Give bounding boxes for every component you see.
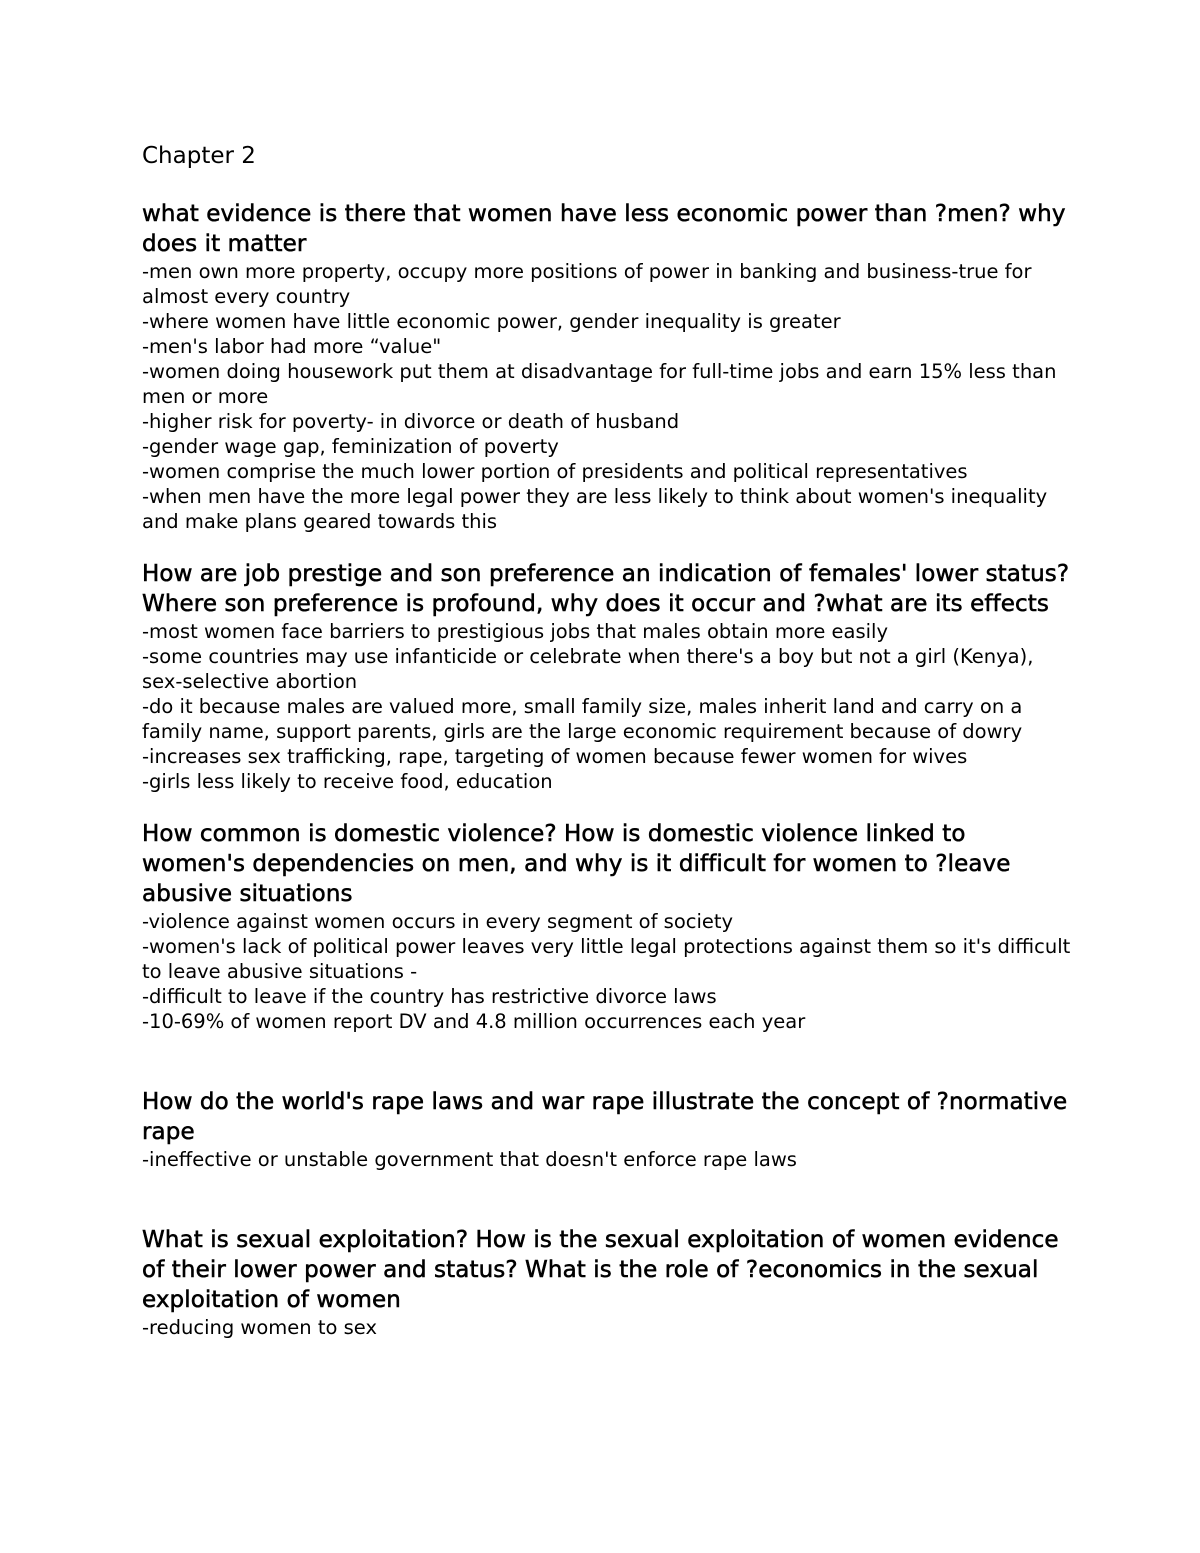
- answer-item: -reducing women to sex: [142, 1316, 377, 1339]
- answer-item: -women's lack of political power leaves very little legal protections against them so it's difficult to leave abusive situations -: [142, 935, 1077, 983]
- answer-item: -violence against women occurs in every segment of society: [142, 910, 734, 933]
- answer-item: -women comprise the much lower portion of presidents and political representatives: [142, 460, 968, 483]
- answer-item: -ineffective or unstable government that doesn't enforce rape laws: [142, 1148, 797, 1171]
- qa-section-son-preference: [142, 559, 1072, 794]
- chapter-title: Chapter 2: [142, 143, 256, 169]
- answer-list: [142, 909, 1077, 1034]
- answer-item: -difficult to leave if the country has restrictive divorce laws: [142, 985, 717, 1008]
- answer-item: -most women face barriers to prestigious jobs that males obtain more easily: [142, 620, 889, 643]
- answer-item: -men's labor had more “value": [142, 335, 442, 358]
- answer-item: -10-69% of women report DV and 4.8 million occurrences each year: [142, 1010, 806, 1033]
- answer-item: -some countries may use infanticide or celebrate when there's a boy but not a girl (Kenya), sex-selective abortion: [142, 645, 1040, 693]
- answer-item: -increases sex trafficking, rape, targeting of women because fewer women for wives: [142, 745, 968, 768]
- answer-item: -men own more property, occupy more positions of power in banking and business-true for almost every country: [142, 260, 1069, 308]
- question-heading: How common is domestic violence? How is domestic violence linked to women's dependencies on men, and why is it difficult for women to ?leave abusive situations: [142, 821, 1011, 907]
- question-heading: How are job prestige and son preference an indication of females' lower status? Where son preference is profound, why does it occur and ?what are its effects: [142, 561, 1070, 617]
- answer-list: [142, 259, 1072, 534]
- answer-item: -do it because males are valued more, small family size, males inherit land and carry on a family name, support parents, girls are the large economic requirement because of dowry: [142, 695, 1029, 743]
- qa-section-domestic-violence: [142, 819, 1077, 1034]
- answer-item: -gender wage gap, feminization of poverty: [142, 435, 559, 458]
- answer-list: [142, 1315, 1072, 1340]
- question-heading: How do the world's rape laws and war rape illustrate the concept of ?normative rape: [142, 1089, 1068, 1145]
- question-heading: What is sexual exploitation? How is the sexual exploitation of women evidence of their lower power and status? What is the role of ?economics in the sexual exploitation of women: [142, 1227, 1059, 1313]
- answer-list: [142, 1147, 1072, 1172]
- answer-item: -girls less likely to receive food, education: [142, 770, 553, 793]
- qa-section-economic-power: [142, 199, 1072, 534]
- answer-item: -where women have little economic power, gender inequality is greater: [142, 310, 841, 333]
- document-page: [142, 140, 1077, 1340]
- answer-item: -when men have the more legal power they are less likely to think about women's inequality and make plans geared towards this: [142, 485, 1054, 533]
- question-heading: what evidence is there that women have less economic power than ?men? why does it matter: [142, 201, 1066, 257]
- qa-section-rape-laws: [142, 1087, 1072, 1172]
- answer-item: -women doing housework put them at disadvantage for full-time jobs and earn 15% less than men or more: [142, 360, 1063, 408]
- answer-list: [142, 619, 1072, 794]
- answer-item: -higher risk for poverty- in divorce or death of husband: [142, 410, 680, 433]
- qa-section-sexual-exploitation: [142, 1225, 1072, 1340]
